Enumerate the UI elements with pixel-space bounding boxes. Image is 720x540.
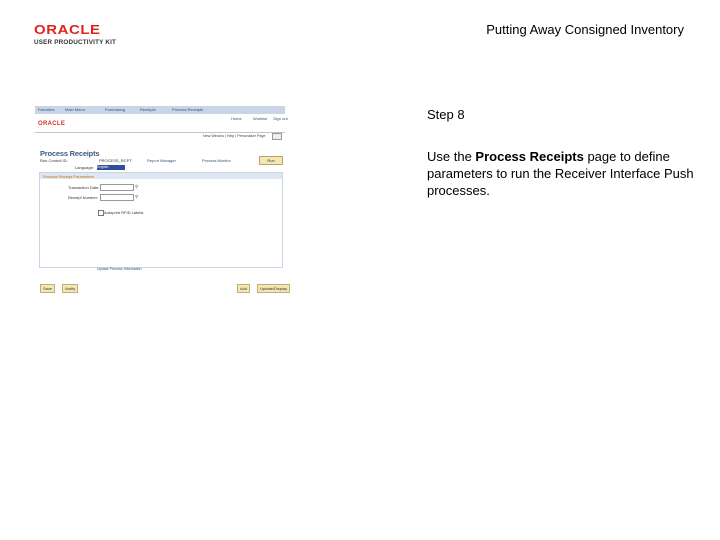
instruction-bold: Process Receipts: [475, 149, 584, 164]
logo-word: ORACLE: [34, 22, 101, 37]
lookup-icon[interactable]: ⚲: [135, 184, 139, 189]
receipt-number-input[interactable]: [100, 194, 134, 201]
receipt-number-label: Receipt Number:: [68, 195, 99, 200]
save-button[interactable]: Save: [40, 284, 55, 293]
language-label: Language:: [75, 165, 94, 170]
transaction-date-label: Transaction Date:: [68, 185, 100, 190]
logo-subtitle: USER PRODUCTIVITY KIT: [34, 39, 117, 46]
utility-icon[interactable]: [272, 133, 282, 140]
transaction-date-input[interactable]: [100, 184, 134, 191]
receipt-parameters-section: [39, 172, 283, 268]
brand-row: [35, 114, 288, 133]
step-label: Step 8: [427, 107, 465, 122]
process-monitor-link[interactable]: Process Monitor: [202, 158, 231, 163]
update-process-info-link[interactable]: Update Process Information: [97, 267, 142, 271]
notify-button[interactable]: Notify: [62, 284, 78, 293]
nav-purchasing[interactable]: Purchasing: [105, 107, 126, 112]
add-button[interactable]: Add: [237, 284, 250, 293]
report-manager-link[interactable]: Report Manager: [147, 158, 176, 163]
run-button[interactable]: Run: [259, 156, 283, 165]
link-home[interactable]: Home: [231, 116, 242, 121]
update-display-button[interactable]: Update/Display: [257, 284, 290, 293]
breadcrumb-bar: [35, 106, 285, 114]
section-header: [40, 173, 282, 179]
lookup-icon[interactable]: ⚲: [135, 194, 139, 199]
nav-process-receipts[interactable]: Process Receipts: [172, 107, 204, 112]
document-title: Putting Away Consigned Inventory: [486, 22, 684, 37]
instruction-after: page to define parameters to run the Receiver Interface Push processes.: [427, 149, 694, 198]
language-select[interactable]: English: [97, 165, 125, 170]
section-title: Process Receipt Parameters: [43, 174, 94, 179]
run-control-label: Run Control ID:: [40, 158, 68, 163]
nav-receipts[interactable]: Receipts: [140, 107, 156, 112]
page-title: Process Receipts: [40, 149, 100, 158]
utility-links[interactable]: New Window | Help | Personalize Page: [203, 134, 266, 138]
autoprint-label: Autoprint RFID Labels: [104, 210, 144, 215]
process-receipts-screenshot: [35, 106, 288, 296]
run-control-value: PROCESS_RCPT: [99, 158, 132, 163]
step-instruction: [427, 148, 697, 199]
link-signout[interactable]: Sign out: [273, 116, 288, 121]
instruction-before: Use the: [427, 149, 476, 164]
oracle-brand: ORACLE: [38, 121, 66, 127]
nav-favorites[interactable]: Favorites: [38, 107, 55, 112]
oracle-upk-logo: [34, 22, 126, 48]
nav-main-menu[interactable]: Main Menu: [65, 107, 85, 112]
link-worklist[interactable]: Worklist: [253, 116, 268, 121]
